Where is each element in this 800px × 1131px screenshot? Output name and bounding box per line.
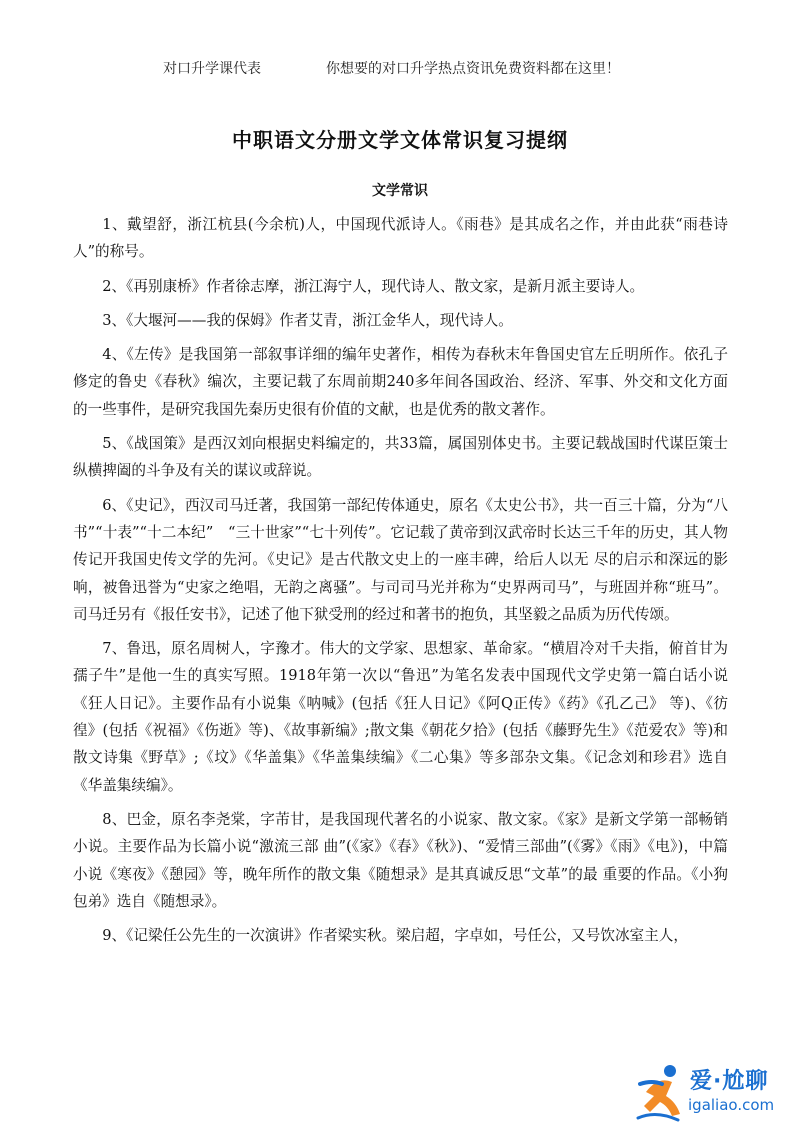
paragraph: 3、《大堰河——我的保姆》作者艾青，浙江金华人，现代诗人。	[102, 311, 513, 329]
paragraph: 4、《左传》是我国第一部叙事详细的编年史著作，相传为春秋末年鲁国史官左丘明所作。依孔子修定的鲁史《春秋》编次，主要记载了东周前期240多年间各国政治、经济、军事、外交和文化方面的一些事件，是研究我国先秦历史很有价值的文献，也是优秀的散文著作。	[73, 346, 728, 418]
section-title: 文学常识	[372, 183, 428, 199]
paragraph: 8、巴金，原名李尧棠，字芾甘，是我国现代著名的小说家、散文家。《家》是新文学第一部畅销小说。主要作品为长篇小说“激流三部 曲”(《家》《春》《秋》)、“爱情三部曲”(《雾》《雨》《电》)，中篇小说《寒夜》《憩园》等，晚年所作的散文集《随想录》是其真诚反思“文革”的最 重要的作品。《小狗包弟》选自《随想录》。	[73, 810, 728, 910]
paragraph: 9、《记梁任公先生的一次演讲》作者梁实秋。梁启超，字卓如，号任公，又号饮冰室主人，	[102, 927, 688, 945]
paragraph: 2、《再别康桥》作者徐志摩，浙江海宁人，现代诗人、散文家，是新月派主要诗人。	[102, 277, 645, 295]
document-title: 中职语文分册文学文体常识复习提纲	[232, 128, 568, 152]
paragraph: 7、鲁迅，原名周树人，字豫才。伟大的文学家、思想家、革命家。“横眉冷对千夫指，俯首甘为孺子牛”是他一生的真实写照。1918年第一次以“鲁迅”为笔名发表中国现代文学史第一篇白话小说《狂人日记》。主要作品有小说集《呐喊》(包括《狂人日记》《阿Q正传》《药》《孔乙己》 等)、《彷徨》(包括《祝福》《伤逝》等)、《故事新编》;散文集《朝花夕拾》(包括《藤野先生》《范爱农》等)和散文诗集《野草》;《坟》《华盖集》《华盖集续编》《二心集》等多部杂文集。《记念刘和珍君》选自《华盖集续编》。	[73, 640, 728, 794]
paragraph: 5、《战国策》是西汉刘向根据史料编定的，共33篇，属国别体史书。主要记载战国时代谋臣策士纵横捭阖的斗争及有关的谋议或辞说。	[73, 435, 728, 480]
header-left-text: 对口升学课代表	[163, 61, 261, 77]
watermark	[630, 1058, 795, 1126]
header-right-text: 你想要的对口升学热点资讯免费资料都在这里！	[326, 61, 620, 77]
runner-logo-icon	[636, 1062, 688, 1122]
document-body	[73, 211, 728, 956]
paragraph: 1、戴望舒，浙江杭县(今余杭)人，中国现代派诗人。《雨巷》是其成名之作，并由此获“雨巷诗人”的称号。	[73, 216, 728, 261]
watermark-brand: 爱·尬聊	[690, 1069, 769, 1094]
watermark-url: igaliao.com	[688, 1096, 775, 1114]
paragraph: 6、《史记》，西汉司马迁著，我国第一部纪传体通史，原名《太史公书》，共一百三十篇，分为“八书”“十表”“十二本纪” “三十世家”“七十列传”。它记载了黄帝到汉武帝时长达三千年的历史，其人物传记开我国史传文学的先河。《史记》是古代散文史上的一座丰碑，给后人以无 尽的启示和深远的影响，被鲁迅誉为“史家之绝唱，无韵之离骚”。与司司马光并称为“史界两司马”，与班固并称“班马”。司马迁另有《报任安书》，记述了他下狱受刑的经过和著书的抱负，其坚毅之品质为历代传颂。	[73, 496, 728, 623]
